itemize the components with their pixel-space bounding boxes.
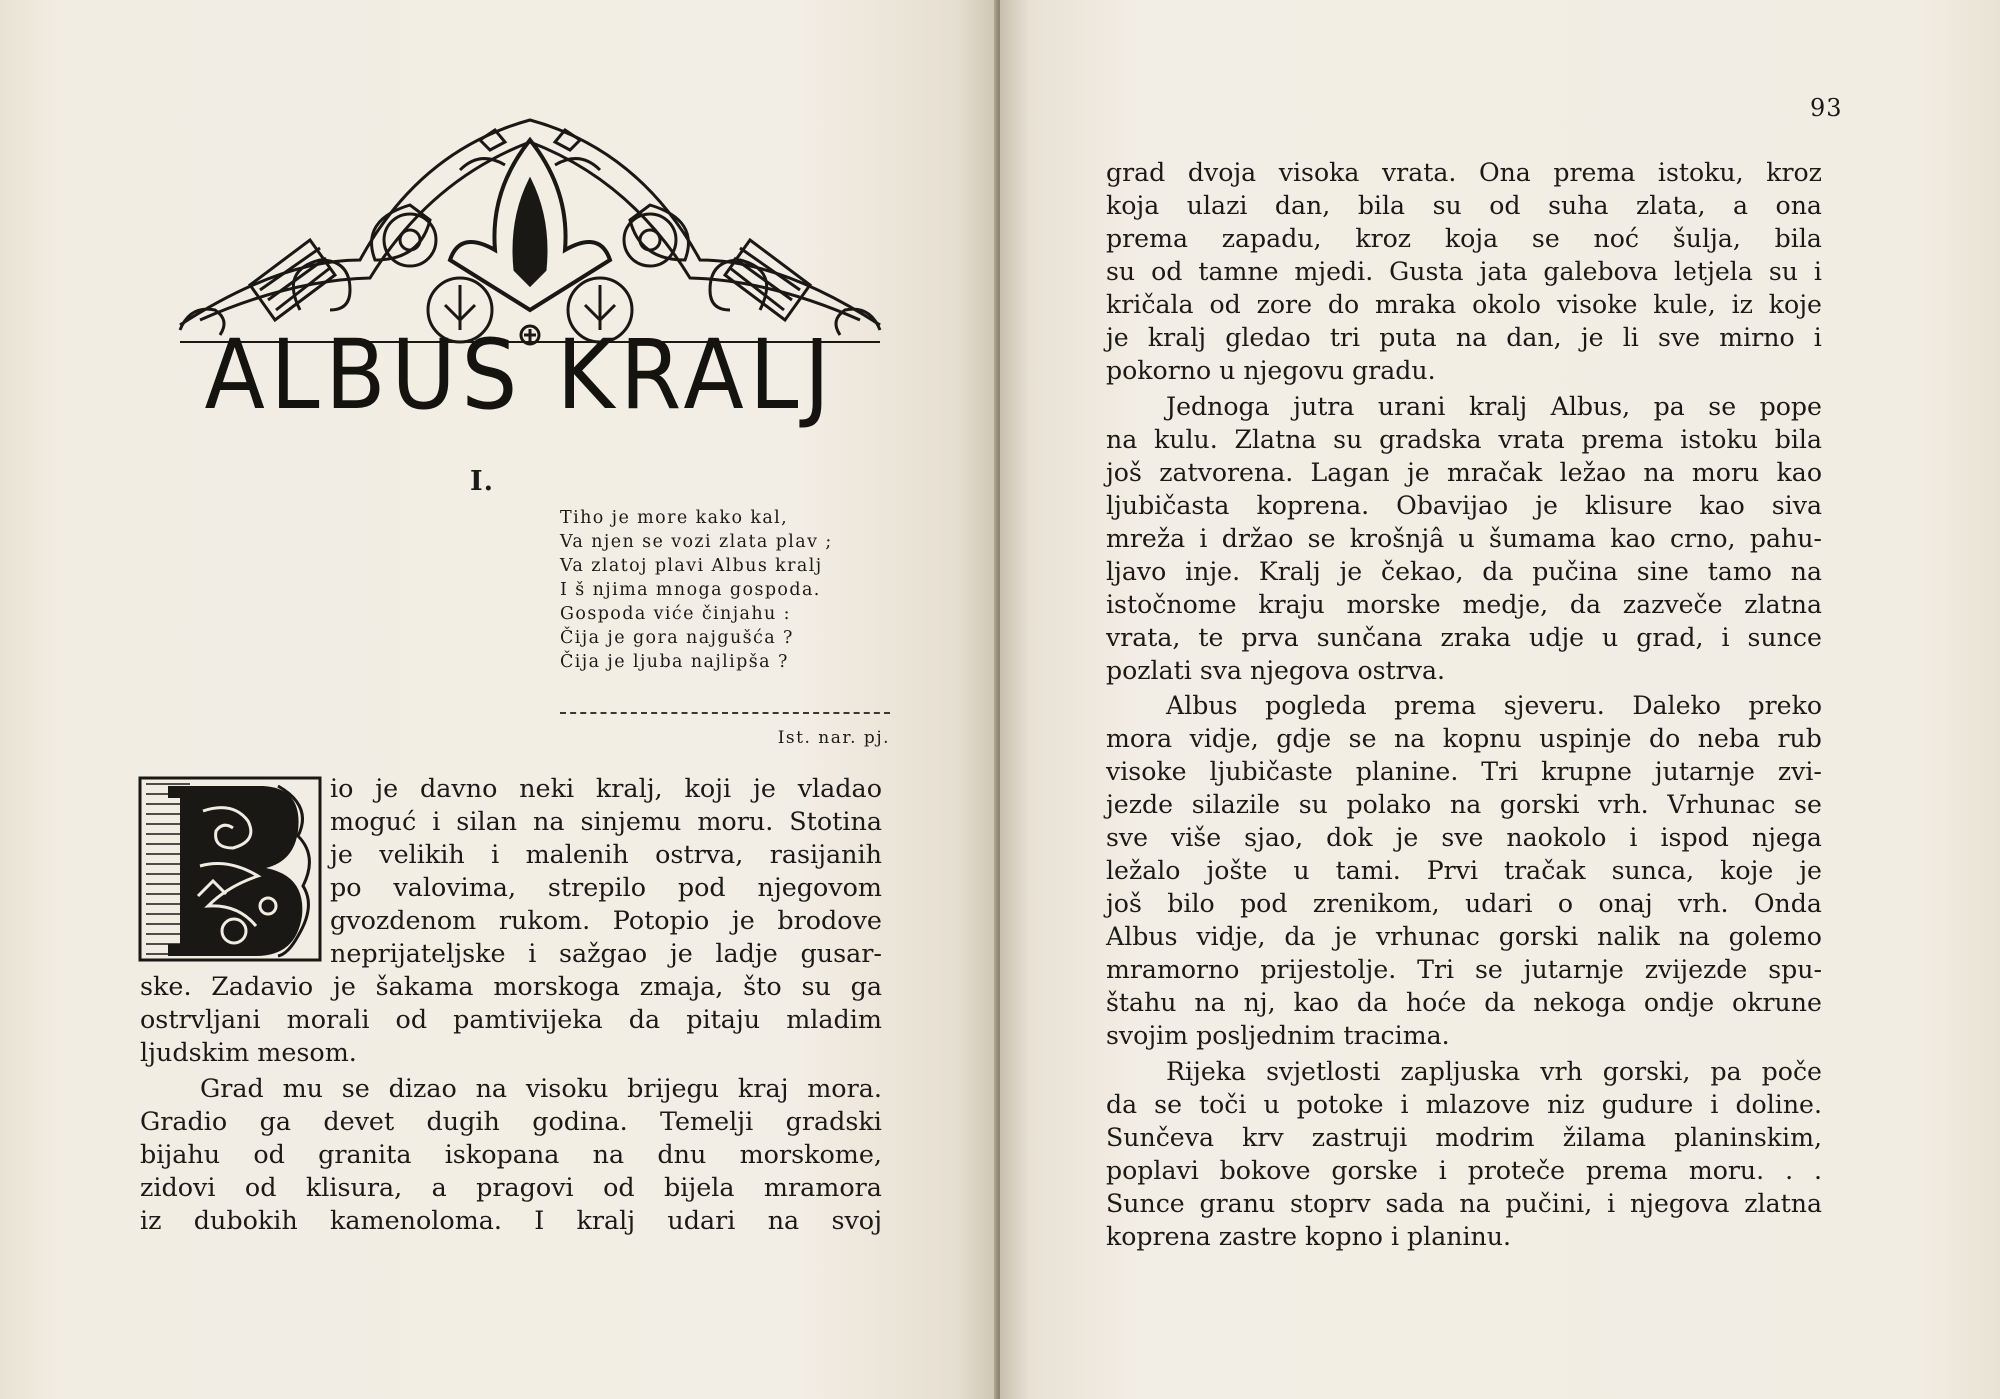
body-line: Rijeka svjetlosti zapljuska vrh gorski, pa poče [1166, 1057, 1822, 1086]
body-line: koprena zastre kopno i planinu. [1106, 1222, 1511, 1251]
body-line: da se toči u potoke i mlazove niz gudure i doline. [1106, 1090, 1822, 1119]
body-line: sve više sjao, dok je sve naokolo i ispod njega [1106, 823, 1822, 852]
poem-line: Va njen se vozi zlata plav ; [560, 532, 833, 552]
body-line: po valovima, strepilo pod njegovom [330, 872, 882, 902]
dashed-divider [560, 712, 890, 714]
body-line: Gradio ga devet dugih godina. Temelji gradski [140, 1106, 882, 1136]
body-line: mora vidje, gdje se na kopnu uspinje do neba rub [1106, 724, 1822, 753]
chapter-title: ALBUS KRALJ [204, 319, 836, 431]
left-page [0, 0, 996, 1399]
body-line: pozlati sva njegova ostrva. [1106, 656, 1445, 685]
poem-line: I š njima mnoga gospoda. [560, 580, 821, 600]
body-line: mreža i držao se krošnjâ u šumama kao crno, pahu- [1106, 524, 1822, 553]
body-line: ležalo jošte u tami. Prvi tračak sunca, koje je [1106, 856, 1822, 885]
body-line: su od tamne mjedi. Gusta jata galebova letjela su i [1106, 257, 1822, 286]
body-line: svojim posljednim tracima. [1106, 1021, 1450, 1050]
body-line: mramorno prijestolje. Tri se jutarnje zvijezde spu- [1106, 955, 1822, 984]
body-line: grad dvoja visoka vrata. Ona prema istoku, kroz [1106, 158, 1822, 187]
chapter-number: I. [470, 466, 495, 497]
body-line: kričala od zore do mraka okolo visoke kule, iz koje [1106, 290, 1822, 319]
body-line: pokorno u njegovu gradu. [1106, 356, 1436, 385]
body-line: Grad mu se dizao na visoku brijegu kraj mora. [200, 1073, 882, 1103]
body-line: još zatvorena. Lagan je mračak ležao na moru kao [1106, 458, 1822, 487]
body-line: neprijateljske i sažgao je ladje gusar- [330, 938, 882, 968]
ornamental-headpiece [160, 110, 900, 350]
body-line: Jednoga jutra urani kralj Albus, pa se pope [1166, 392, 1822, 421]
body-line: visoke ljubičaste planine. Tri krupne jutarnje zvi- [1106, 757, 1822, 786]
body-line: štahu na nj, kao da hoće da nekoga ondje okrune [1106, 988, 1822, 1017]
body-line: još bilo pod zrenikom, udari o onaj vrh. Onda [1106, 889, 1822, 918]
body-line: bijahu od granita iskopana na dnu morskome, [140, 1139, 882, 1169]
body-line: iz dubokih kamenoloma. I kralj udari na svoj [140, 1205, 882, 1235]
poem-line: Tiho je more kako kal, [560, 508, 789, 528]
body-line: Sunčeva krv zastruji modrim žilama planinskim, [1106, 1123, 1822, 1152]
body-line: Albus vidje, da je vrhunac gorski nalik na golemo [1106, 922, 1822, 951]
body-line: ljubičasta koprena. Obavijao je klisure kao siva [1106, 491, 1822, 520]
poem-line: Čija je ljuba najlipša ? [560, 652, 789, 672]
body-line: moguć i silan na sinjemu moru. Stotina [330, 806, 882, 836]
body-line: ljudskim mesom. [140, 1037, 357, 1067]
body-line: jezde silazile su polako na gorski vrh. Vrhunac se [1106, 790, 1822, 819]
poem-line: Čija je gora najgušća ? [560, 628, 794, 648]
body-line: poplavi bokove gorske i proteče prema moru. . . [1106, 1156, 1822, 1185]
ornamental-dropcap [138, 776, 322, 962]
epigraph-poem [560, 506, 890, 674]
body-line: ostrvljani morali od pamtivijeka da pitaju mladim [140, 1004, 882, 1034]
body-line: io je davno neki kralj, koji je vladao [330, 773, 882, 803]
body-line: zidovi od klisura, a pragovi od bijela mramora [140, 1172, 882, 1202]
body-line: na kulu. Zlatna su gradska vrata prema istoku bila [1106, 425, 1822, 454]
body-line: Sunce granu stoprv sada na pučini, i njegova zlatna [1106, 1189, 1822, 1218]
body-line: prema zapadu, kroz koja se noć šulja, bila [1106, 224, 1822, 253]
body-line: ske. Zadavio je šakama morskoga zmaja, što su ga [140, 971, 882, 1001]
body-line: vrata, te prva sunčana zraka udje u grad, i sunce [1106, 623, 1822, 652]
body-line: je velikih i malenih ostrva, rasijanih [330, 839, 882, 869]
body-line: gvozdenom rukom. Potopio je brodove [330, 905, 882, 935]
poem-line: Gospoda viće činjahu : [560, 604, 791, 624]
body-line: je kralj gledao tri puta na dan, je li sve mirno i [1106, 323, 1822, 352]
page-number: 93 [1810, 94, 1843, 122]
poem-source: Ist. nar. pj. [777, 728, 890, 748]
body-line: koja ulazi dan, bila su od suha zlata, a ona [1106, 191, 1822, 220]
poem-line: Va zlatoj plavi Albus kralj [560, 556, 823, 576]
body-line: ljavo inje. Kralj je čekao, da pučina sine tamo na [1106, 557, 1822, 586]
body-line: istočnome kraju morske medje, da zazveče zlatna [1106, 590, 1822, 619]
body-line: Albus pogleda prema sjeveru. Daleko preko [1166, 691, 1822, 720]
